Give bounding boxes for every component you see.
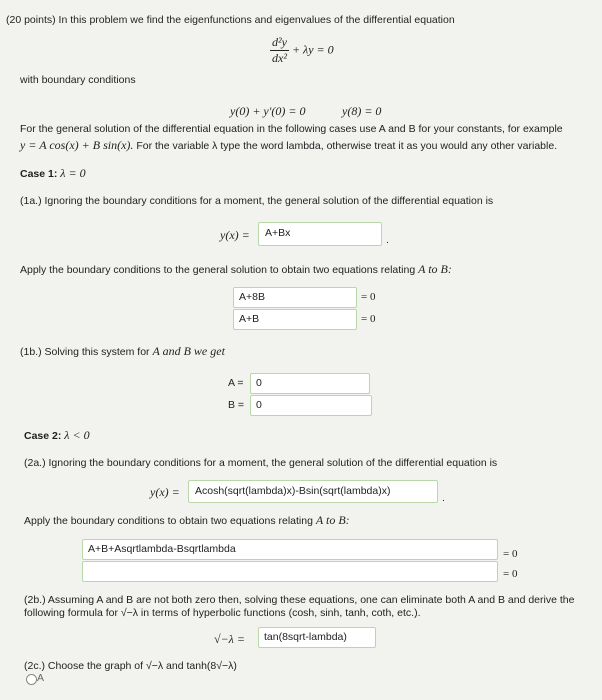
case1-yx-label: y(x) = [220,228,250,242]
case1-equation2-input[interactable]: A+B [233,309,357,330]
case2-apply-label: Apply the boundary conditions to obtain two equations relating [24,515,313,527]
case1-eq1-rhs: = 0 [361,291,376,303]
option-a-radio[interactable] [26,674,37,685]
case2-title: Case 2: [24,430,62,442]
case2-condition: λ < 0 [64,428,90,442]
q1b-label: (1b.) Solving this system for [20,346,150,358]
q2a-text: (2a.) Ignoring the boundary conditions for a moment, the general solution of the differential equation is [24,457,498,469]
case1-apply-label: Apply the boundary conditions to the general solution to obtain two equations relating [20,264,416,276]
case1-a-label: A = [228,377,244,389]
general-instructions-line2 [20,138,557,153]
case1-condition: λ = 0 [60,166,86,180]
example-formula: y = A cos(x) + B sin(x). [20,138,134,152]
case1-period: . [386,234,389,246]
case1-apply-text [20,262,452,277]
with-bc-text: with boundary conditions [20,74,136,86]
case2-heading [24,428,90,443]
q2b-line1: (2b.) Assuming A and B are not both zero then, solving these equations, one can eliminate both A and B and derive the [24,594,575,606]
case1-apply-tail: A to B: [418,262,452,276]
case1-b-input[interactable]: 0 [250,395,372,416]
case2-yx-label: y(x) = [150,485,180,499]
option-a-label: A [37,672,45,684]
case2-equation2-input[interactable] [82,561,498,582]
case1-title: Case 1: [20,168,58,180]
case2-equation1-input[interactable]: A+B+Asqrtlambda-Bsqrtlambda [82,539,498,560]
q2c-text: (2c.) Choose the graph of √−λ and tanh(8√−λ) [24,660,237,672]
q1b-tail: A and B we get [152,344,225,358]
q1a-text: (1a.) Ignoring the boundary conditions for a moment, the general solution of the differential equation is [20,195,494,207]
general-instructions-line1: For the general solution of the differential equation in the following cases use A and B for your constants, for example [20,123,563,135]
case2-apply-text [24,513,350,528]
bc-left: y(0) + y′(0) = 0 [230,104,306,118]
q1b-text [20,344,225,359]
case2-sqrt-formula-input[interactable]: tan(8sqrt-lambda) [258,627,376,648]
case1-equation1-input[interactable]: A+8B [233,287,357,308]
case2-eq2-rhs: = 0 [503,568,518,580]
case1-b-label: B = [228,399,245,411]
ode-equation [270,35,334,66]
problem-intro: (20 points) In this problem we find the eigenfunctions and eigenvalues of the differential equation [6,14,455,26]
case1-heading [20,166,86,181]
ode-denominator: dx² [272,51,287,65]
bc-right: y(8) = 0 [342,104,382,118]
ode-rest: + λy = 0 [291,42,334,57]
case1-eq2-rhs: = 0 [361,313,376,325]
case2-sqrt-label: √−λ = [214,632,245,646]
case2-apply-tail: A to B: [315,513,350,527]
ode-fraction [270,35,289,66]
ode-numerator: d²y [272,35,287,49]
case2-period: . [442,492,445,504]
case1-a-input[interactable]: 0 [250,373,370,394]
lambda-instruction: For the variable λ type the word lambda, otherwise treat it as you would any other variable. [136,140,558,152]
case2-general-solution-input[interactable]: Acosh(sqrt(lambda)x)-Bsin(sqrt(lambda)x) [188,480,438,503]
case2-eq1-rhs: = 0 [503,548,518,560]
case1-general-solution-input[interactable]: A+Bx [258,222,382,246]
q2b-line2: following formula for √−λ in terms of hyperbolic functions (cosh, sinh, tanh, coth, etc.). [24,607,421,619]
